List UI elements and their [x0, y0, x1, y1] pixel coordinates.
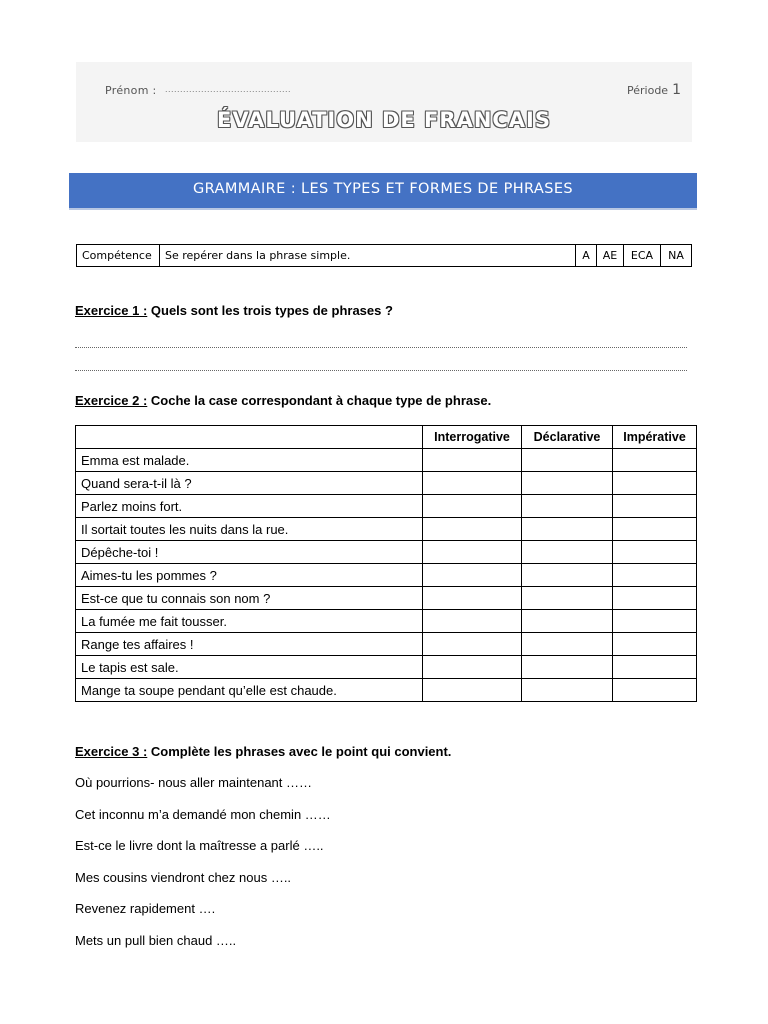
checkbox-declarative[interactable]: [522, 610, 613, 633]
exercise-3-title: [75, 744, 451, 759]
checkbox-declarative[interactable]: [522, 472, 613, 495]
exercise-3-label: Exercice 3 :: [75, 744, 148, 759]
header-imperative: Impérative: [613, 426, 697, 449]
completion-sentence[interactable]: Revenez rapidement ….: [75, 901, 216, 916]
completion-sentence[interactable]: Cet inconnu m’a demandé mon chemin ……: [75, 807, 331, 822]
table-row: [76, 633, 697, 656]
checkbox-interrogative[interactable]: [423, 495, 522, 518]
prenom-field[interactable]: ..........................................: [165, 84, 292, 94]
checkbox-declarative[interactable]: [522, 587, 613, 610]
checkbox-imperative[interactable]: [613, 587, 697, 610]
checkbox-interrogative[interactable]: [423, 610, 522, 633]
sentence-cell: Emma est malade.: [76, 449, 423, 472]
level-ae[interactable]: AE: [597, 245, 624, 267]
sentence-cell: Il sortait toutes les nuits dans la rue.: [76, 518, 423, 541]
checkbox-declarative[interactable]: [522, 495, 613, 518]
prenom-label: Prénom :: [105, 84, 157, 97]
checkbox-imperative[interactable]: [613, 679, 697, 702]
level-eca[interactable]: ECA: [624, 245, 661, 267]
competence-label: Compétence: [77, 245, 160, 267]
checkbox-imperative[interactable]: [613, 633, 697, 656]
exercise-1-title: [75, 303, 393, 318]
completion-sentence[interactable]: Est-ce le livre dont la maîtresse a parlé …..: [75, 838, 324, 853]
exercise-2-title: [75, 393, 491, 408]
checkbox-declarative[interactable]: [522, 633, 613, 656]
exercise-2-label: Exercice 2 :: [75, 393, 148, 408]
table-row: [76, 564, 697, 587]
checkbox-interrogative[interactable]: [423, 587, 522, 610]
sentence-cell: Mange ta soupe pendant qu’elle est chaude.: [76, 679, 423, 702]
periode-text: Période: [627, 84, 669, 97]
level-na[interactable]: NA: [661, 245, 692, 267]
page-title: ÉVALUATION DE FRANCAIS: [217, 108, 551, 132]
checkbox-declarative[interactable]: [522, 518, 613, 541]
checkbox-declarative[interactable]: [522, 656, 613, 679]
completion-sentence[interactable]: Mets un pull bien chaud …..: [75, 933, 237, 948]
checkbox-interrogative[interactable]: [423, 656, 522, 679]
level-a[interactable]: A: [576, 245, 597, 267]
checkbox-imperative[interactable]: [613, 656, 697, 679]
checkbox-imperative[interactable]: [613, 472, 697, 495]
checkbox-interrogative[interactable]: [423, 518, 522, 541]
sentence-cell: Quand sera-t-il là ?: [76, 472, 423, 495]
checkbox-declarative[interactable]: [522, 564, 613, 587]
sentence-cell: La fumée me fait tousser.: [76, 610, 423, 633]
checkbox-imperative[interactable]: [613, 610, 697, 633]
table-row: [76, 610, 697, 633]
sentence-cell: Aimes-tu les pommes ?: [76, 564, 423, 587]
checkbox-interrogative[interactable]: [423, 679, 522, 702]
sentence-cell: Parlez moins fort.: [76, 495, 423, 518]
checkbox-imperative[interactable]: [613, 518, 697, 541]
table-row: [76, 679, 697, 702]
table-row: [76, 518, 697, 541]
checkbox-declarative[interactable]: [522, 449, 613, 472]
exercise-1-question: Quels sont les trois types de phrases ?: [147, 303, 393, 318]
checkbox-interrogative[interactable]: [423, 564, 522, 587]
checkbox-imperative[interactable]: [613, 495, 697, 518]
table-row: [76, 656, 697, 679]
checkbox-declarative[interactable]: [522, 679, 613, 702]
table-row: [76, 587, 697, 610]
periode-value: 1: [672, 82, 681, 98]
completion-sentence[interactable]: Mes cousins viendront chez nous …..: [75, 870, 292, 885]
sentence-cell: Le tapis est sale.: [76, 656, 423, 679]
sentence-cell: Est-ce que tu connais son nom ?: [76, 587, 423, 610]
periode-label: [627, 82, 681, 98]
checkbox-interrogative[interactable]: [423, 541, 522, 564]
checkbox-declarative[interactable]: [522, 541, 613, 564]
sentence-type-table: [75, 425, 697, 702]
header-declarative: Déclarative: [522, 426, 613, 449]
section-banner: GRAMMAIRE : LES TYPES ET FORMES DE PHRASES: [69, 173, 697, 210]
competence-table: [76, 244, 692, 267]
sentence-cell: Dépêche-toi !: [76, 541, 423, 564]
answer-line-2[interactable]: [75, 369, 687, 371]
exercise-1-label: Exercice 1 :: [75, 303, 148, 318]
table-row: [76, 449, 697, 472]
answer-line-1[interactable]: [75, 346, 687, 348]
competence-text: Se repérer dans la phrase simple.: [160, 245, 576, 267]
checkbox-interrogative[interactable]: [423, 472, 522, 495]
exercise-2-question: Coche la case correspondant à chaque type de phrase.: [147, 393, 492, 408]
checkbox-imperative[interactable]: [613, 564, 697, 587]
checkbox-imperative[interactable]: [613, 449, 697, 472]
header-empty: [76, 426, 423, 449]
exercise-3-question: Complète les phrases avec le point qui convient.: [147, 744, 452, 759]
checkbox-interrogative[interactable]: [423, 633, 522, 656]
table-row: [76, 472, 697, 495]
header-interrogative: Interrogative: [423, 426, 522, 449]
checkbox-interrogative[interactable]: [423, 449, 522, 472]
table-row: [76, 541, 697, 564]
completion-sentence[interactable]: Où pourrions- nous aller maintenant ……: [75, 775, 313, 790]
table-row: [76, 495, 697, 518]
checkbox-imperative[interactable]: [613, 541, 697, 564]
sentence-cell: Range tes affaires !: [76, 633, 423, 656]
table-header-row: [76, 426, 697, 449]
